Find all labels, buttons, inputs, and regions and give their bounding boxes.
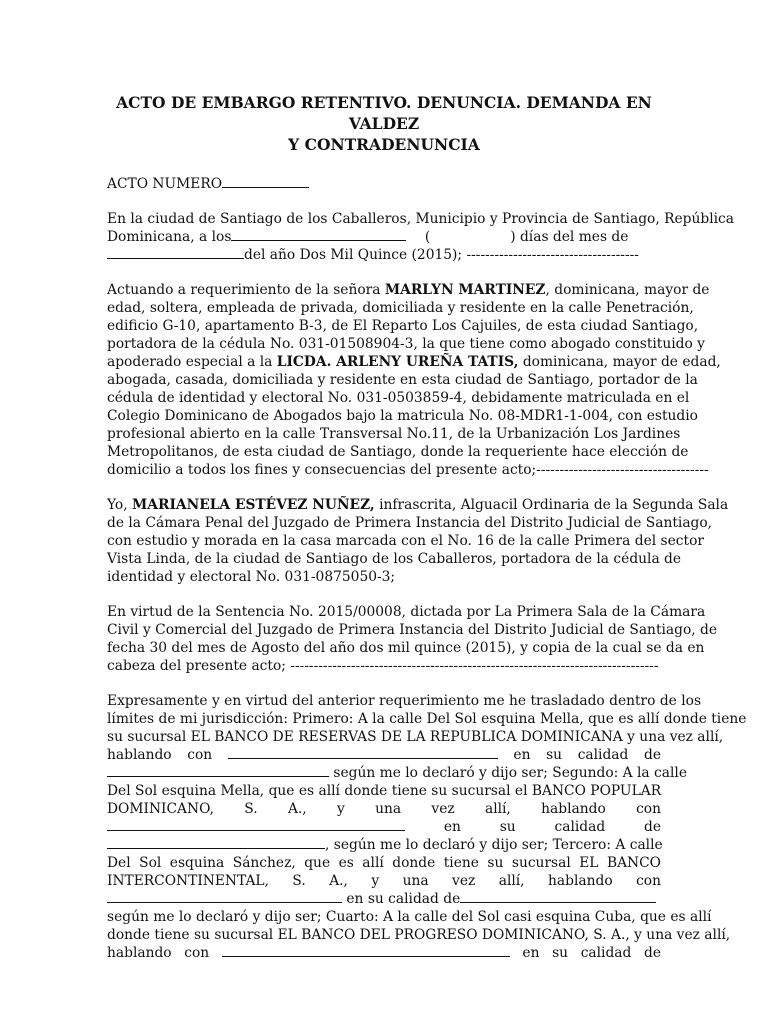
p5-word: A., [329,873,348,889]
p5-word: una [402,873,429,889]
p2-line-6: abogada, casada, domiciliada y residente en esta ciudad de Santiago, portador de la [107,372,698,388]
p5-word: con [636,873,661,889]
p5-word: hablando [541,801,606,817]
p5-word: una [375,801,402,817]
days-blank [231,228,406,241]
p5-word: hablando [107,945,172,961]
document-title [107,92,661,155]
p1-text-a: Dominicana, a los [107,229,232,245]
p5-word: con [636,801,661,817]
capacity-blank-3 [460,890,656,903]
p4-line-1: En virtud de la Sentencia No. 2015/00008, dictada por La Primera Sala de la Cámara [107,604,706,620]
p2-line-5 [107,353,721,371]
p5-word: en [443,819,461,835]
p5-line-6: Del Sol esquina Mella, que es allí donde tiene su sucursal el BANCO POPULAR [107,783,662,799]
p5-word: calidad [577,747,629,763]
p3-text: infrascrita, Alguacil Ordinaria de la Segunda Sala [379,497,729,513]
p5-word: su [552,945,569,961]
p5-word: su [546,747,563,763]
p3-text: Yo, [107,497,128,513]
p5-line-2: límites de mi jurisdicción: Primero: A la calle Del Sol esquina Mella, que es allí donde tiene [107,711,747,727]
p5-word: en [522,945,540,961]
p2-text: dominicana, mayor de edad, [522,354,721,370]
p5-line-1: Expresamente y en virtud del anterior requerimiento me he trasladado dentro de los [107,693,702,709]
p5-line-4 [107,746,661,764]
p1-text-c: ) días del mes de [510,229,629,245]
p5-line-9 [107,836,661,854]
p5-word: S. [244,801,258,817]
speaker-blank-2 [107,818,405,831]
paragraph-1 [107,210,734,264]
p2-line-3: edificio G-10, apartamento B-3, de El Reparto Los Cajuiles, de esta ciudad Santiago, [107,318,699,334]
p5-word: de [643,747,661,763]
p5-word: y [337,801,345,817]
p5-text: según me lo declaró y dijo ser; Segundo: A la calle [333,765,687,781]
p2-line-1 [107,281,710,299]
p5-word: calidad [580,945,632,961]
p5-line-10: Del Sol esquina Sánchez, que es allí donde tiene su sucursal EL BANCO [107,855,661,871]
p5-word: hablando [548,873,613,889]
p2-text: apoderado especial a la [107,354,273,370]
requester-name: MARLYN MARTINEZ [384,282,546,298]
p3-line-4: Vista Linda, de la ciudad de Santiago de los Caballeros, portadora de la cédula de [107,551,682,567]
p2-line-10: Metropolitanos, de esta ciudad de Santiago, donde la requeriente hace elección de [107,444,689,460]
p5-text: , según me lo declaró y dijo ser; Tercero: A calle [325,837,663,853]
p4-line-4: cabeza del presente acto; ------------------------------------------------------------------------------- [107,658,659,674]
p1-line-2 [107,228,661,246]
p5-word: con [184,945,210,961]
p1-line-1: En la ciudad de Santiago de los Caballeros, Municipio y Provincia de Santiago, República [107,211,734,227]
paragraph-3 [107,496,729,586]
p5-word: en [513,747,531,763]
p5-line-11 [107,872,661,890]
p1-paren-open: ( [424,229,431,245]
p4-line-2: Civil y Comercial del Juzgado de Primera Instancia del Distrito Judicial de Santiago, de [107,622,718,638]
p5-word: allí, [498,873,525,889]
p5-line-13: según me lo declaró y dijo ser; Cuarto: A la calle del Sol casi esquina Cuba, que es allí [107,909,712,925]
p2-line-4: portadora de la cédula No. 031-01508904-3, la que tiene como abogado constituido y [107,336,705,352]
acto-numero-label: ACTO NUMERO [107,176,223,192]
p2-line-11: domicilio a todos los fines y consecuencias del presente acto;------------------------------------- [107,462,709,478]
title-line-1: ACTO DE EMBARGO RETENTIVO. DENUNCIA. DEMANDA EN VALDEZ [116,93,652,133]
speaker-blank-4 [222,944,510,957]
month-blank [107,246,244,259]
capacity-blank-2 [107,836,325,849]
p5-line-5 [107,764,687,782]
p5-word: S. [292,873,306,889]
paragraph-5 [107,692,747,962]
p5-text: en su calidad de [346,891,461,907]
p5-word: hablando [107,747,172,763]
p5-word: calidad [554,819,606,835]
p5-word: con [187,747,213,763]
p5-word: y [371,873,380,889]
p2-line-2: edad, soltera, empleada de privada, domiciliada y residente en la calle Penetración, [107,300,694,316]
p5-line-8 [107,818,661,836]
paragraph-4 [107,603,718,675]
p1-line-3 [107,246,661,264]
p5-line-15 [107,944,661,962]
lawyer-name: LICDA. ARLENY UREÑA TATIS, [276,354,519,370]
p1-text-d: del año Dos Mil Quince (2015); ------------------------------------- [244,247,639,263]
p5-word: allí, [484,801,511,817]
speaker-blank-1 [228,746,498,759]
p5-line-14: donde tiene su sucursal EL BANCO DEL PROGRESO DOMINICANO, S. A., y una vez allí, [107,927,731,943]
p5-line-7 [107,800,661,818]
bailiff-name: MARIANELA ESTÉVEZ NUÑEZ, [132,497,375,513]
p5-word: A., [287,801,307,817]
p2-text: , dominicana, mayor de [545,282,710,298]
speaker-blank-3 [107,890,342,903]
p4-line-3: fecha 30 del mes de Agosto del año dos mil quince (2015), y copia de la cual se da en [107,640,705,656]
paragraph-2 [107,281,721,479]
p5-word: vez [431,801,455,817]
p2-line-9: profesional abierto en la calle Transversal No.11, de la Urbanización Los Jardines [107,426,681,442]
p3-line-3: con estudio y morada en la casa marcada con el No. 16 de la calle Primera del sector [107,533,704,549]
p2-line-7: cédula de identidad y electoral No. 031-0503859-4, debidamente matriculada en el [107,390,690,406]
p5-word: INTERCONTINENTAL, [107,873,269,889]
p3-line-1 [107,496,729,514]
p5-word: de [643,945,661,961]
p5-line-12 [107,890,661,908]
p5-word: su [499,819,516,835]
p5-word: DOMINICANO, [107,801,214,817]
title-line-2: Y CONTRADENUNCIA [288,135,480,154]
acto-numero-line [107,175,661,193]
p2-text: Actuando a requerimiento de la señora [107,282,381,298]
capacity-blank-1 [107,764,329,777]
acto-numero-blank [222,175,309,188]
p5-line-3: su sucursal EL BANCO DE RESERVAS DE LA REPUBLICA DOMINICANA y una vez allí, [107,729,724,745]
p5-word: vez [452,873,476,889]
p5-word: de [644,819,662,835]
p3-line-2: de la Cámara Penal del Juzgado de Primera Instancia del Distrito Judicial de Santiago, [107,515,713,531]
p2-line-8: Colegio Dominicano de Abogados bajo la matricula No. 08-MDR1-1-004, con estudio [107,408,698,424]
p3-line-5: identidad y electoral No. 031-0875050-3; [107,569,396,585]
